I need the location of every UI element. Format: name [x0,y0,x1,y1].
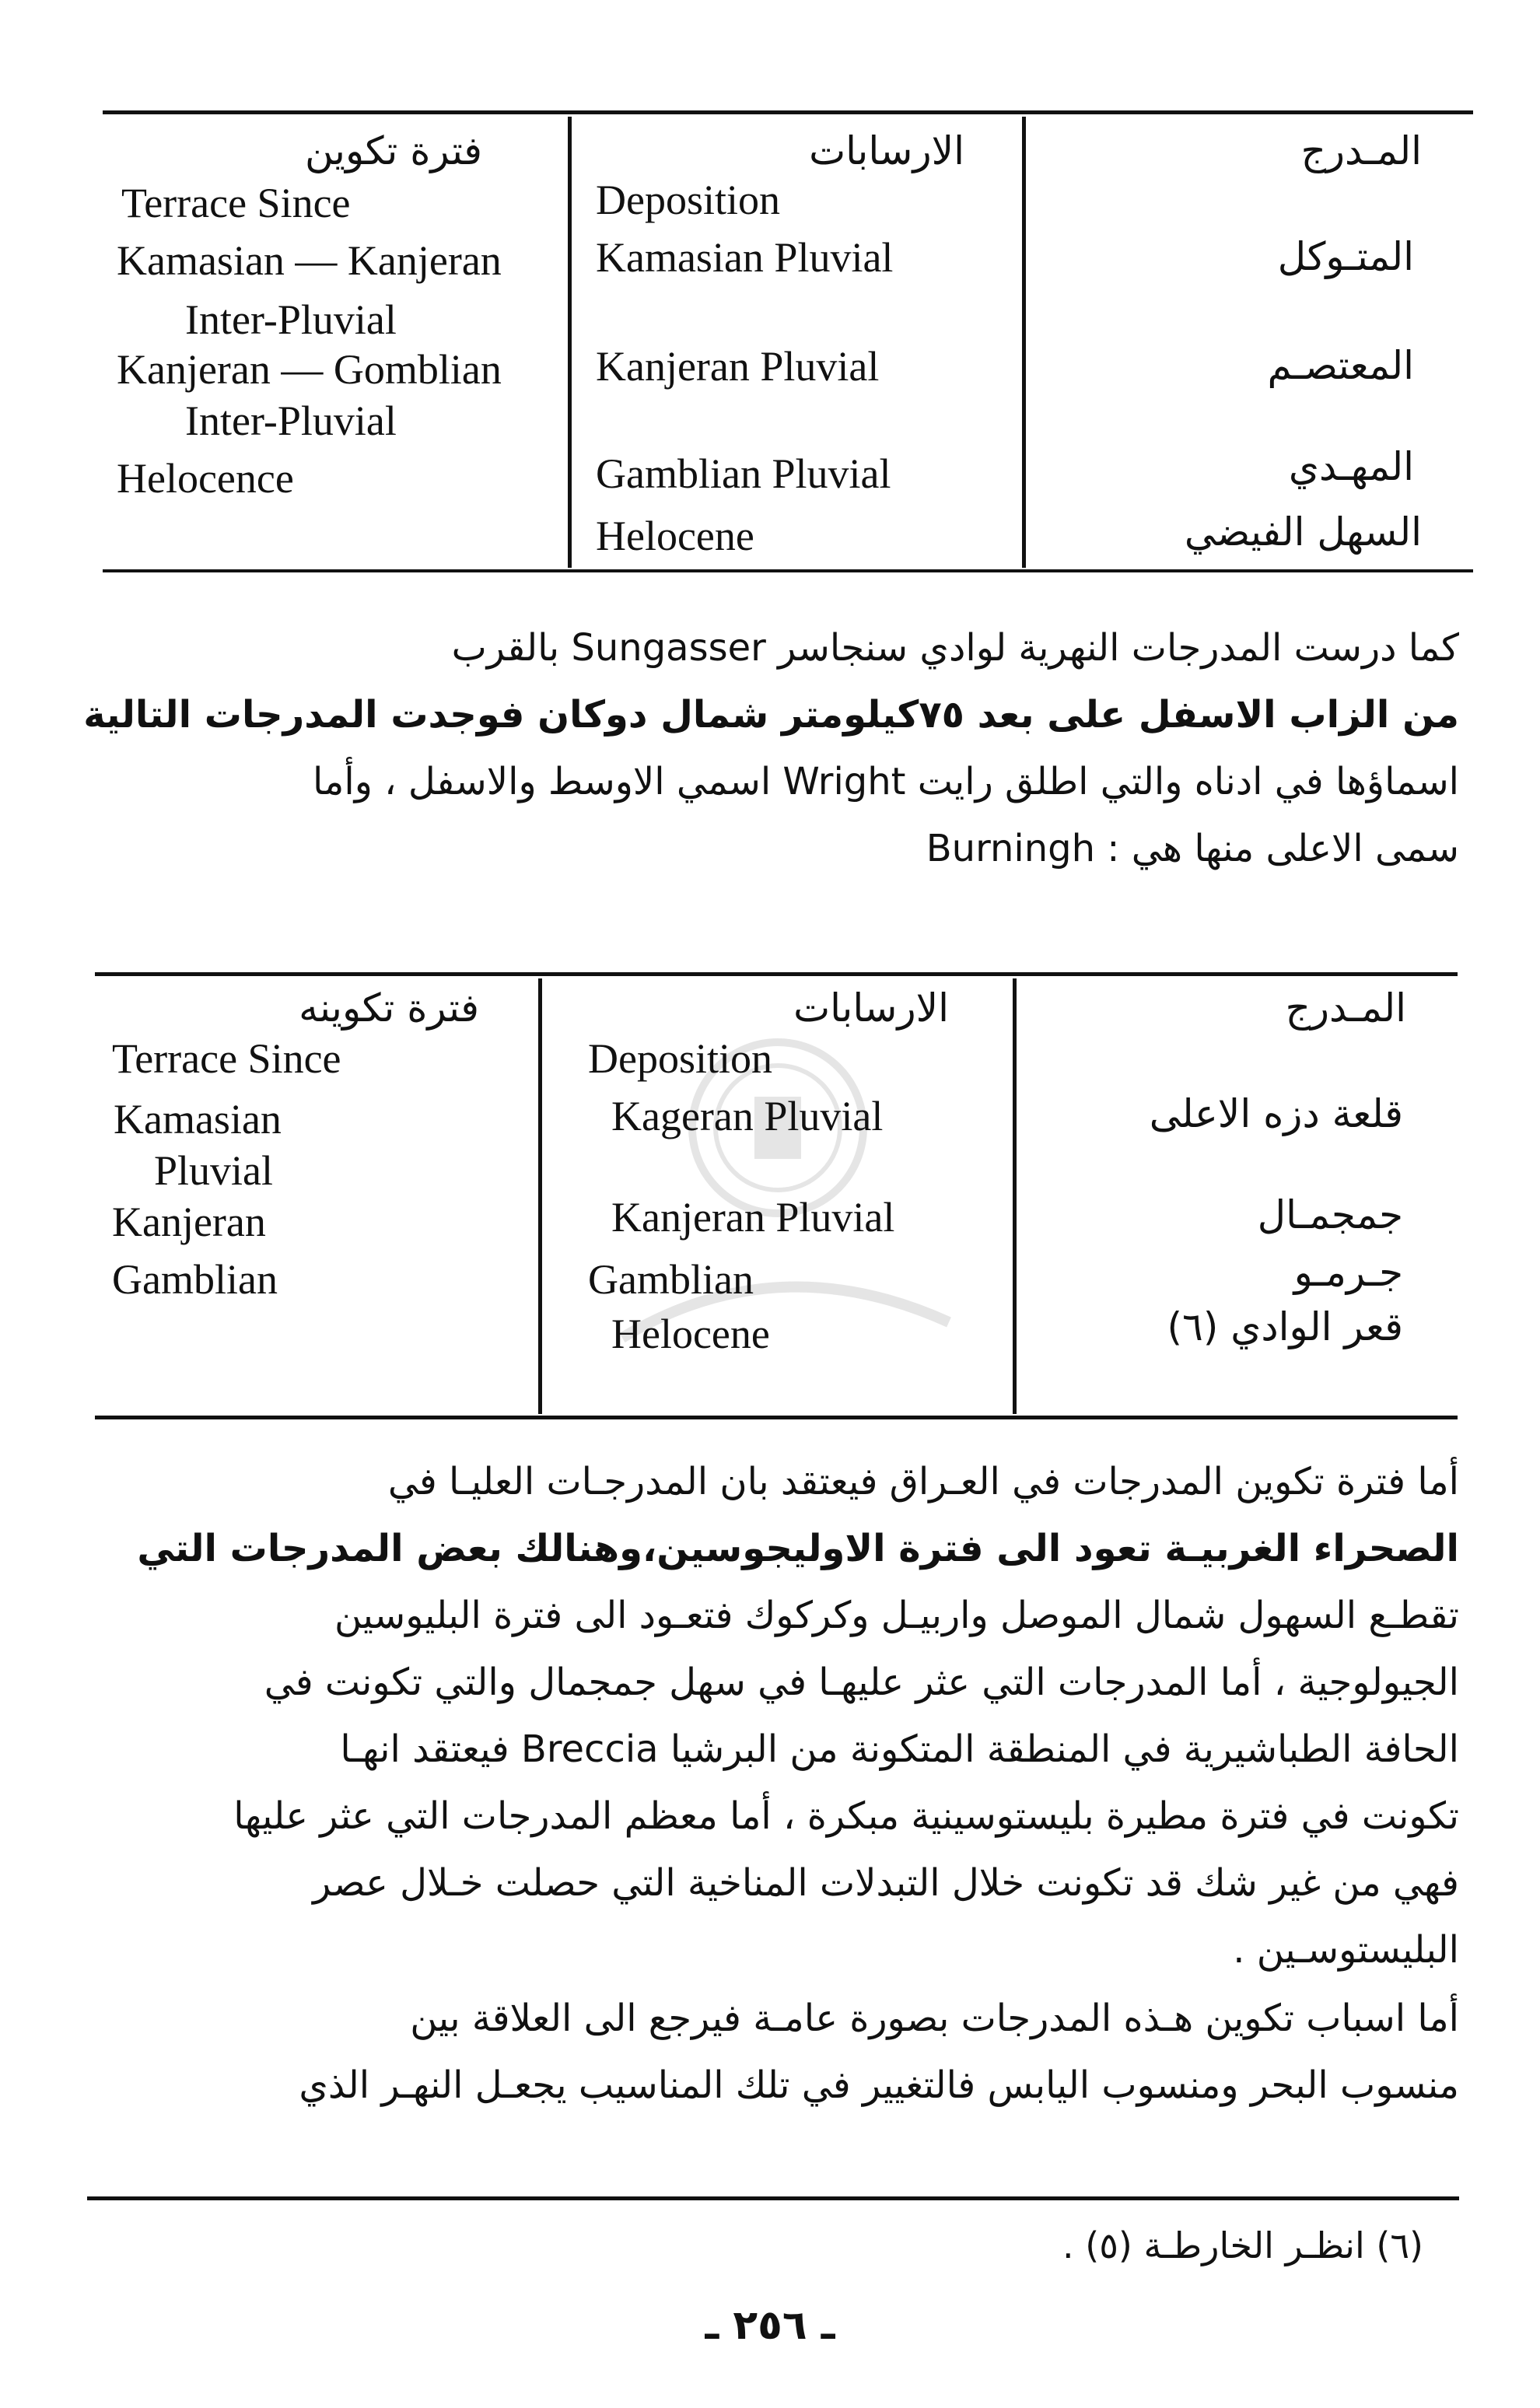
table1-row2-deposition: Kanjeran Pluvial [596,343,880,390]
table1-header-deposition: الارسابات [809,128,964,173]
table2-row3-terrace: جـرمـو [1293,1250,1403,1295]
table1-subheader-formation: Terrace Since [121,180,351,226]
table1-subheader-deposition: Deposition [596,177,780,223]
table1-row2-formation-cont: Inter-Pluvial [185,397,397,444]
paragraph-2-line-8: البليستوسـين . [1233,1928,1459,1972]
table2-top-rule [95,972,1458,976]
table1-header-terrace: المـدرج [1300,128,1422,173]
paragraph-1-line-3: اسماؤها في ادناه والتي اطلق رايت Wright اسمي الاوسط والاسفل ، وأما [313,760,1459,803]
paragraph-3-line-2: منسوب البحر ومنسوب اليابس فالتغيير في تلك المناسيب يجعـل النهـر الذي [299,2063,1459,2107]
table2-row3-formation: Gamblian [112,1256,278,1303]
table1-row1-deposition: Kamasian Pluvial [596,234,894,281]
table1-row4-terrace: السهل الفيضي [1184,509,1422,555]
footnote-separator [87,2196,1459,2200]
paragraph-1 [83,614,1459,882]
table2-row1-terrace: قلعة دزه الاعلى [1149,1091,1403,1136]
paragraph-2-line-5: الحافة الطباشيرية في المنطقة المتكونة من البرشيا Breccia فيعتقد انهـا [340,1727,1459,1771]
table1-row1-formation: Kamasian — Kanjeran [117,237,502,284]
paragraph-2-line-7: فهي من غير شك قد تكونت خلال التبدلات المناخية التي حصلت خـلال عصر [313,1861,1459,1905]
table2-header-deposition: الارسابات [793,985,949,1031]
table1-row1-formation-cont: Inter-Pluvial [185,296,397,343]
paragraph-1-line-2: من الزاب الاسفل على بعد ٧٥كيلومتر شمال دوكان فوجدت المدرجات التالية [83,693,1459,737]
table1-row2-terrace: المعتصـم [1267,343,1414,388]
paragraph-2-line-6: تكونت في فترة مطيرة بليستوسينية مبكرة ، أما معظم المدرجات التي عثر عليها [233,1794,1459,1838]
table1-row2-formation: Kanjeran — Gomblian [117,346,502,393]
table1-row1-terrace: المتـوكل [1277,234,1414,279]
paragraph-3 [87,1985,1459,2119]
paragraph-2 [87,1448,1459,1983]
table1-header-formation: فترة تكوين [304,128,482,173]
table2-row2-terrace: جمجمـال [1257,1192,1403,1237]
table2-row2-formation: Kanjeran [112,1199,266,1245]
footnote: (٦) انظـر الخارطـة (٥) . [1062,2224,1423,2266]
table1-bottom-rule [103,569,1473,572]
table2-row1-formation: Kamasian [114,1096,282,1143]
table2-row3-deposition: Gamblian [588,1256,754,1303]
table2-header-terrace: المـدرج [1285,985,1406,1031]
table1-row4-deposition: Helocene [596,513,754,559]
table2-bottom-rule [95,1416,1458,1419]
paragraph-2-line-4: الجيولوجية ، أما المدرجات التي عثر عليهـا في سهل جمجمال والتي تكونت في [264,1661,1459,1704]
table2-row4-deposition: Helocene [611,1311,770,1357]
paragraph-2-line-3: تقطـع السهول شمال الموصل واربيـل وكركوك فتعـود الى فترة البليوسين [334,1594,1459,1637]
table2-row2-deposition: Kanjeran Pluvial [611,1194,895,1241]
paragraph-1-line-4: سمى الاعلى منها هي : Burningh [926,827,1459,870]
table1-top-rule [103,110,1473,114]
table2-subheader-deposition: Deposition [588,1035,772,1082]
table2-row1-deposition: Kageran Pluvial [611,1093,884,1139]
paragraph-2-line-2: الصحراء الغربيـة تعود الى فترة الاوليجوسين،وهنالك بعض المدرجات التي [137,1527,1459,1570]
table2-row1-formation-cont: Pluvial [154,1147,274,1194]
paragraph-3-line-1: أما اسباب تكوين هـذه المدرجات بصورة عامـة فيرجع الى العلاقة بين [410,1997,1459,2040]
table1-col-divider-2 [1022,117,1026,568]
table2-header-formation: فترة تكوينه [299,985,479,1031]
table1-row3-terrace: المهـدي [1288,444,1414,489]
page-number: ـ ٢٥٦ ـ [705,2302,835,2349]
table1-row3-formation: Helocence [117,455,294,502]
table1-col-divider-1 [568,117,572,568]
table2-subheader-formation: Terrace Since [112,1035,341,1082]
table2-row4-terrace: قعر الوادي (٦) [1167,1304,1403,1349]
paragraph-1-line-1: كما درست المدرجات النهرية لوادي سنجاسر Sungasser بالقرب [451,626,1459,670]
paragraph-2-line-1: أما فترة تكوين المدرجات في العـراق فيعتقد بان المدرجـات العليـا في [387,1460,1459,1503]
table1-row3-deposition: Gamblian Pluvial [596,450,891,497]
